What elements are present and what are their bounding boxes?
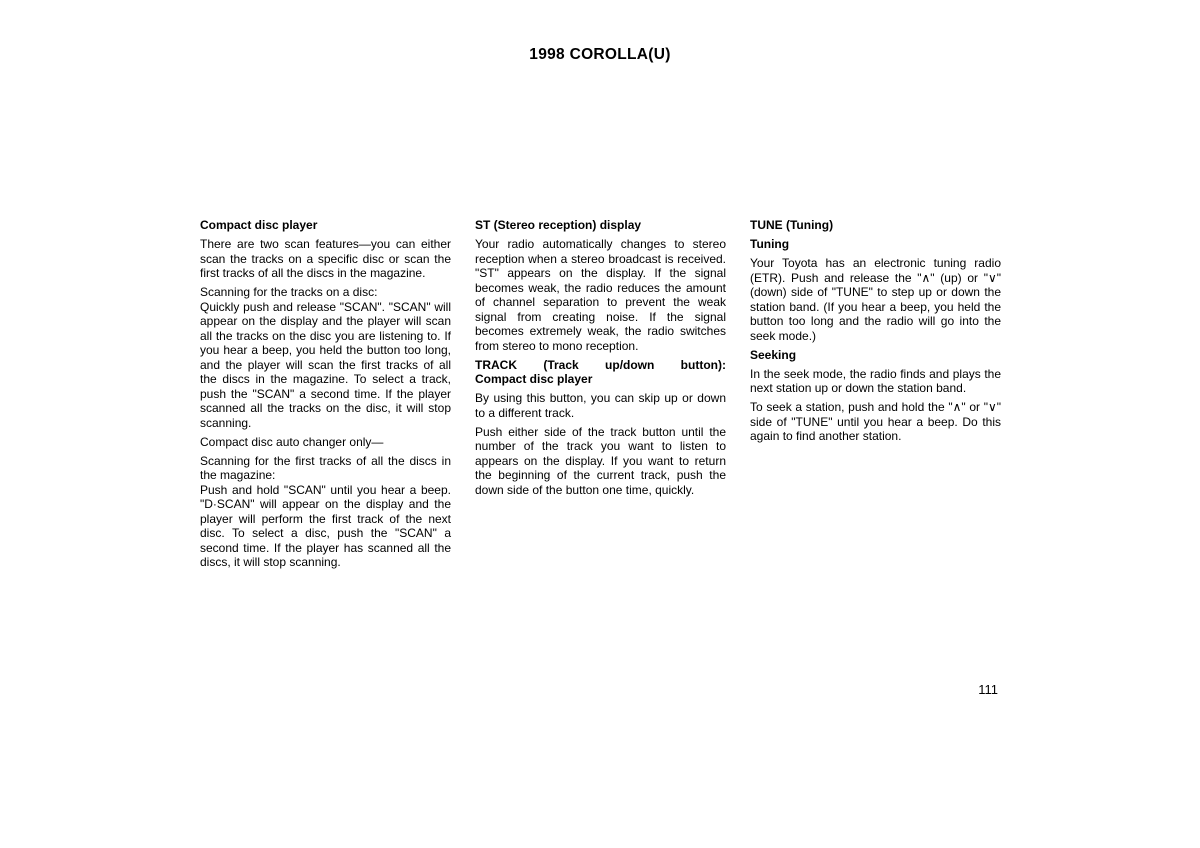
paragraph-track-button-usage: Push either side of the track button until the number of the track you want to listen to appears on the display. If you want to return the beginning of the current track, push the down side of the button one time, quickly. bbox=[475, 424, 726, 497]
paragraph-disc-scan-body: Push and hold "SCAN" until you hear a beep. "D·SCAN" will appear on the display and the player will perform the first track of the next disc. To select a disc, push the "SCAN" a second time. If the player has scanned all the discs, it will stop scanning. bbox=[200, 482, 451, 569]
subheading-seeking: Seeking bbox=[750, 347, 797, 362]
paragraph-track-skip: By using this button, you can skip up or down to a different track. bbox=[475, 391, 726, 420]
paragraph-stereo-reception: Your radio automatically changes to stereo reception when a stereo broadcast is received. "ST" appears on the display. If the signal becomes weak, the radio reduces the amount of channel separation to prevent the weak signal from creating noise. If the signal becomes extremely weak, the radio switches from stereo to mono reception. bbox=[475, 237, 726, 353]
column-stereo-track bbox=[475, 218, 726, 502]
paragraph-scan-tracks-intro: Scanning for the tracks on a disc: bbox=[200, 285, 378, 299]
column-tuning bbox=[750, 218, 1001, 448]
section-heading-track-button: TRACK (Track up/down button): bbox=[475, 357, 726, 372]
paragraph-scan-tracks-body: Quickly push and release "SCAN". "SCAN" will appear on the display and the player will scan all the tracks on the disc you are listening to. If you hear a beep, you held the button too long, and the player will scan the first tracks of all the discs in the magazine. To select a track, push the "SCAN" a second time. If the player scanned all the tracks on the disc, it will stop scanning. bbox=[200, 299, 451, 430]
paragraph-seek-mode: In the seek mode, the radio finds and plays the next station up or down the station band. bbox=[750, 366, 1001, 395]
section-subheading-compact-disc-player: Compact disc player bbox=[475, 372, 593, 386]
page-title: 1998 COROLLA(U) bbox=[529, 46, 671, 63]
subheading-tuning: Tuning bbox=[750, 237, 790, 251]
page-number: 111 bbox=[978, 682, 998, 697]
section-heading-compact-disc-player: Compact disc player bbox=[200, 218, 318, 232]
paragraph-auto-changer-note: Compact disc auto changer only— bbox=[200, 434, 384, 449]
paragraph-scan-features: There are two scan features—you can either scan the tracks on a specific disc or scan the first tracks of all the discs in the magazine. bbox=[200, 237, 451, 280]
paragraph-disc-scan-intro: Scanning for the first tracks of all the discs in the magazine: bbox=[200, 453, 451, 482]
section-heading-st-display: ST (Stereo reception) display bbox=[475, 218, 642, 232]
paragraph-seek-station: To seek a station, push and hold the "∧" or "∨" side of "TUNE" until you hear a beep. Do this again to find another station. bbox=[750, 400, 1001, 443]
section-heading-tune: TUNE (Tuning) bbox=[750, 218, 834, 232]
column-compact-disc-scan bbox=[200, 218, 451, 574]
paragraph-tuning: Your Toyota has an electronic tuning radio (ETR). Push and release the "∧" (up) or "∨" (down) side of "TUNE" to step up or down the station band. (If you hear a beep, you held the button too long and the radio will go into the seek mode.) bbox=[750, 256, 1001, 343]
